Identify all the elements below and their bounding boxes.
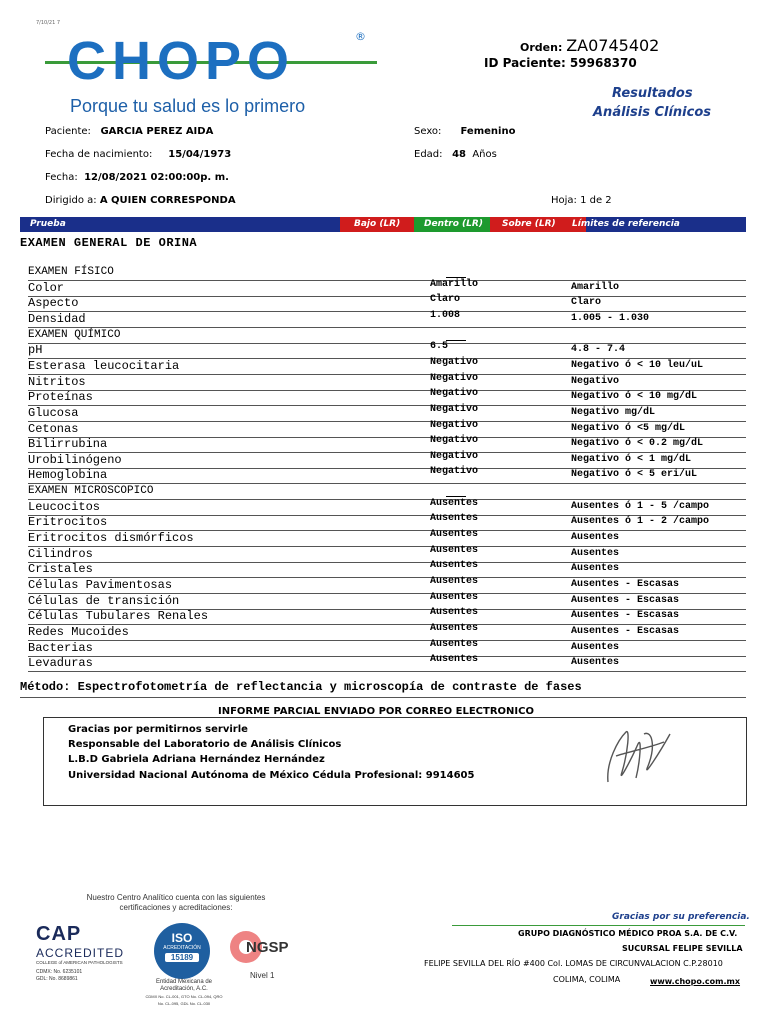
ema-text: Entidad Mexicana de Acreditación, A.C. [155, 979, 213, 992]
website-link[interactable]: www.chopo.com.mx [650, 977, 741, 986]
col-sobre: Sobre (LR) [490, 217, 586, 232]
test-name: Leucocitos [28, 499, 101, 514]
result-row [28, 296, 746, 312]
exam-title: EXAMEN GENERAL DE ORINA [20, 236, 198, 250]
reference-range: Ausentes [571, 532, 620, 544]
reference-range: Amarillo [571, 281, 620, 293]
date-row [45, 172, 229, 183]
reference-range: Claro [571, 297, 602, 309]
patient-name-row [45, 126, 213, 137]
test-result: Ausentes [430, 654, 479, 666]
test-name: Color [28, 280, 65, 295]
test-name: pH [28, 343, 43, 358]
test-name: Glucosa [28, 405, 79, 420]
patient-name-value: GARCIA PEREZ AIDA [100, 126, 214, 137]
cap-college: COLLEGE of AMERICAN PATHOLOGISTS [36, 960, 123, 965]
column-header-bar [20, 217, 746, 232]
ema-codes: CDMX No. CL-001, GTO No. CL-094, QRO No. CL-095, GDL No. CL-030 [145, 994, 223, 1006]
reference-range: Ausentes - Escasas [571, 579, 680, 590]
ngsp-logo [226, 927, 298, 980]
iso-subtitle: ACREDITACIÓN [163, 945, 201, 951]
reference-range: Negativo ó < 10 mg/dL [571, 391, 698, 403]
ema-caption [144, 979, 224, 1007]
result-row [28, 544, 746, 563]
test-name: Redes Mucoides [28, 624, 129, 639]
branch-city: COLIMA, COLIMA [553, 975, 621, 984]
result-row [28, 609, 746, 625]
result-row [28, 403, 746, 422]
reference-range: Ausentes - Escasas [571, 610, 680, 622]
footer-rule [452, 925, 745, 926]
addressed-value: A QUIEN CORRESPONDA [99, 195, 236, 206]
section-header-row [28, 265, 746, 281]
test-result: Ausentes [430, 544, 479, 556]
section-header-row [28, 484, 746, 500]
test-name: Eritrocitos dismórficos [28, 531, 194, 546]
reference-range: Ausentes [571, 547, 620, 559]
test-name: Proteínas [28, 390, 93, 405]
test-name: Aspecto [28, 296, 79, 311]
age-value: 48 [452, 149, 466, 160]
ngsp-text: NGSP [246, 939, 289, 956]
branch-address: FELIPE SEVILLA DEL RÍO #400 Col. LOMAS DE CIRCUNVALACION C.P.28010 [424, 959, 723, 968]
results-heading: Resultados [612, 86, 693, 101]
signature-box [43, 717, 747, 806]
cap-cdmx: CDMX: No. 6235101 [36, 969, 83, 975]
section-title: EXAMEN QUÍMICO [28, 328, 121, 341]
col-dentro: Dentro (LR) [414, 217, 510, 232]
test-result: Claro [430, 294, 461, 306]
sex-value: Femenino [460, 126, 516, 137]
iso-badge-icon [154, 923, 210, 979]
section-title: EXAMEN MICROSCOPICO [28, 485, 154, 498]
reference-range: Ausentes [571, 657, 620, 669]
reference-range: Ausentes ó 1 - 5 /campo [571, 500, 710, 512]
test-name: Bacterias [28, 640, 93, 655]
reference-range: Negativo ó < 5 eri/uL [571, 469, 698, 481]
patient-name-label: Paciente: [45, 126, 91, 137]
cap-title: CAP [36, 923, 82, 945]
patient-id: ID Paciente: 59968370 [484, 56, 637, 70]
cap-gdl: GDL: No. 8689861 [36, 976, 78, 982]
section-title: EXAMEN FÍSICO [28, 266, 114, 278]
test-name: Esterasa leucocitaria [28, 358, 180, 373]
reference-range: Negativo ó <5 mg/dL [571, 422, 686, 434]
chopo-logo [45, 30, 377, 116]
test-result: 1.008 [430, 309, 461, 321]
result-row [28, 390, 746, 406]
test-name: Hemoglobina [28, 468, 108, 483]
birthdate-row [45, 149, 231, 160]
result-row [28, 372, 746, 391]
test-name: Urobilinógeno [28, 452, 122, 467]
reference-range: Negativo ó < 0.2 mg/dL [571, 438, 704, 450]
result-row [28, 309, 746, 328]
test-result: Ausentes [430, 607, 479, 619]
logo-slogan: Porque tu salud es lo primero [70, 96, 306, 116]
page-indicator: Hoja: 1 de 2 [551, 195, 612, 206]
iso-title: ISO [171, 931, 193, 945]
col-limites: Límites de referencia [572, 219, 680, 229]
age-row [414, 149, 497, 160]
test-result: Ausentes [430, 529, 479, 541]
university-license: Universidad Nacional Autónoma de México Cédula Profesional: 9914605 [68, 770, 475, 781]
result-row [28, 419, 746, 438]
test-name: Cristales [28, 562, 93, 577]
test-result: Negativo [430, 372, 479, 384]
test-result: Ausentes [430, 638, 479, 650]
result-row [28, 578, 746, 594]
test-name: Células Tubulares Renales [28, 609, 209, 624]
cap-logo [36, 923, 124, 982]
test-name: Células de transición [28, 593, 180, 608]
result-row [28, 437, 746, 453]
reference-range: 4.8 - 7.4 [571, 344, 626, 356]
test-name: Células Pavimentosas [28, 578, 173, 592]
branch-name: SUCURSAL FELIPE SEVILLA [622, 944, 743, 953]
test-result: Amarillo [430, 278, 479, 290]
test-name: Cilindros [28, 546, 93, 561]
test-result: Negativo [430, 356, 479, 368]
reference-range: Negativo ó < 1 mg/dL [571, 453, 692, 465]
age-unit: Años [472, 149, 497, 160]
test-result: Negativo [430, 419, 479, 431]
test-result: Ausentes [430, 576, 479, 587]
reference-range: 1.005 - 1.030 [571, 312, 650, 324]
ngsp-level: Nivel 1 [250, 971, 275, 980]
handwritten-signature [578, 722, 688, 794]
reference-range: Negativo mg/dL [571, 406, 656, 418]
iso-number: 15189 [165, 953, 199, 962]
result-row [28, 531, 746, 547]
result-row [28, 497, 746, 516]
test-name: Bilirrubina [28, 437, 108, 452]
test-result: Ausentes [430, 560, 479, 572]
addressed-label: Dirigido a: [45, 195, 97, 206]
thanks-footer: Gracias por su preferencia. [612, 912, 750, 922]
date-value: 12/08/2021 02:00:00p. m. [84, 172, 229, 183]
logo-wordmark: CHOPO [67, 31, 296, 91]
analysis-heading: Análisis Clínicos [593, 105, 711, 120]
section-header-row [28, 328, 746, 344]
test-result: Negativo [430, 403, 479, 415]
test-result: Negativo [430, 450, 479, 462]
certifications-header: Nuestro Centro Analítico cuenta con las siguientes certificaciones y acreditaciones: [86, 893, 266, 912]
addressed-row [45, 195, 236, 206]
order-number [520, 36, 659, 55]
col-bajo: Bajo (LR) [340, 217, 430, 232]
test-result: Ausentes [430, 591, 479, 603]
test-result: Negativo [430, 435, 479, 447]
test-name: Eritrocitos [28, 515, 108, 530]
reference-range: Ausentes - Escasas [571, 625, 680, 637]
result-row [28, 656, 746, 672]
col-prueba: Prueba [30, 219, 66, 229]
result-row [28, 562, 746, 578]
company-name: GRUPO DIAGNÓSTICO MÉDICO PROA S.A. DE C.V. [518, 929, 738, 938]
reference-range: Ausentes - Escasas [571, 594, 680, 606]
test-result: Ausentes [430, 513, 479, 525]
result-row [28, 278, 746, 297]
reference-range: Negativo ó < 10 leu/uL [571, 359, 704, 371]
reference-range: Ausentes [571, 563, 620, 575]
sex-label: Sexo: [414, 126, 442, 137]
result-row [28, 468, 746, 484]
result-row [28, 591, 746, 610]
test-result: Negativo [430, 466, 479, 478]
test-result: Ausentes [430, 497, 479, 509]
reference-range: Ausentes ó 1 - 2 /campo [571, 516, 710, 528]
result-row [28, 450, 746, 469]
thanks-line: Gracias por permitirnos servirle [68, 724, 248, 735]
partial-report-notice: INFORME PARCIAL ENVIADO POR CORREO ELECTRONICO [218, 706, 534, 717]
responsible-line: Responsable del Laboratorio de Análisis Clínicos [68, 739, 342, 750]
result-row [28, 638, 746, 657]
test-name: Cetonas [28, 421, 79, 436]
test-name: Levaduras [28, 656, 93, 671]
reference-range: Negativo [571, 375, 620, 387]
method-note: Método: Espectrofotometría de reflectancia y microscopía de contraste de fases [20, 680, 582, 694]
result-row [28, 356, 746, 375]
test-result: 6.5 [430, 341, 449, 353]
test-name: Nitritos [28, 374, 86, 389]
sex-row [414, 126, 515, 137]
result-row [28, 622, 746, 641]
reference-range: Ausentes [571, 641, 620, 653]
order-value: ZA0745402 [566, 36, 660, 55]
cap-subtitle: ACCREDITED [36, 946, 125, 960]
registered-mark: ® [355, 30, 366, 43]
certifications-panel [36, 893, 306, 1006]
order-label: Orden: [520, 41, 563, 54]
corner-code: 7/10/21 7 [36, 20, 61, 26]
birthdate-label: Fecha de nacimiento: [45, 149, 153, 160]
test-result: Ausentes [430, 622, 479, 634]
age-label: Edad: [414, 149, 443, 160]
result-row [28, 343, 746, 359]
test-result: Negativo [430, 388, 479, 400]
result-row [28, 515, 746, 531]
divider [20, 697, 746, 698]
responsible-name: L.B.D Gabriela Adriana Hernández Hernández [68, 754, 325, 765]
birthdate-value: 15/04/1973 [168, 149, 232, 160]
test-name: Densidad [28, 311, 86, 326]
date-label: Fecha: [45, 172, 78, 183]
section-marker [446, 340, 466, 341]
